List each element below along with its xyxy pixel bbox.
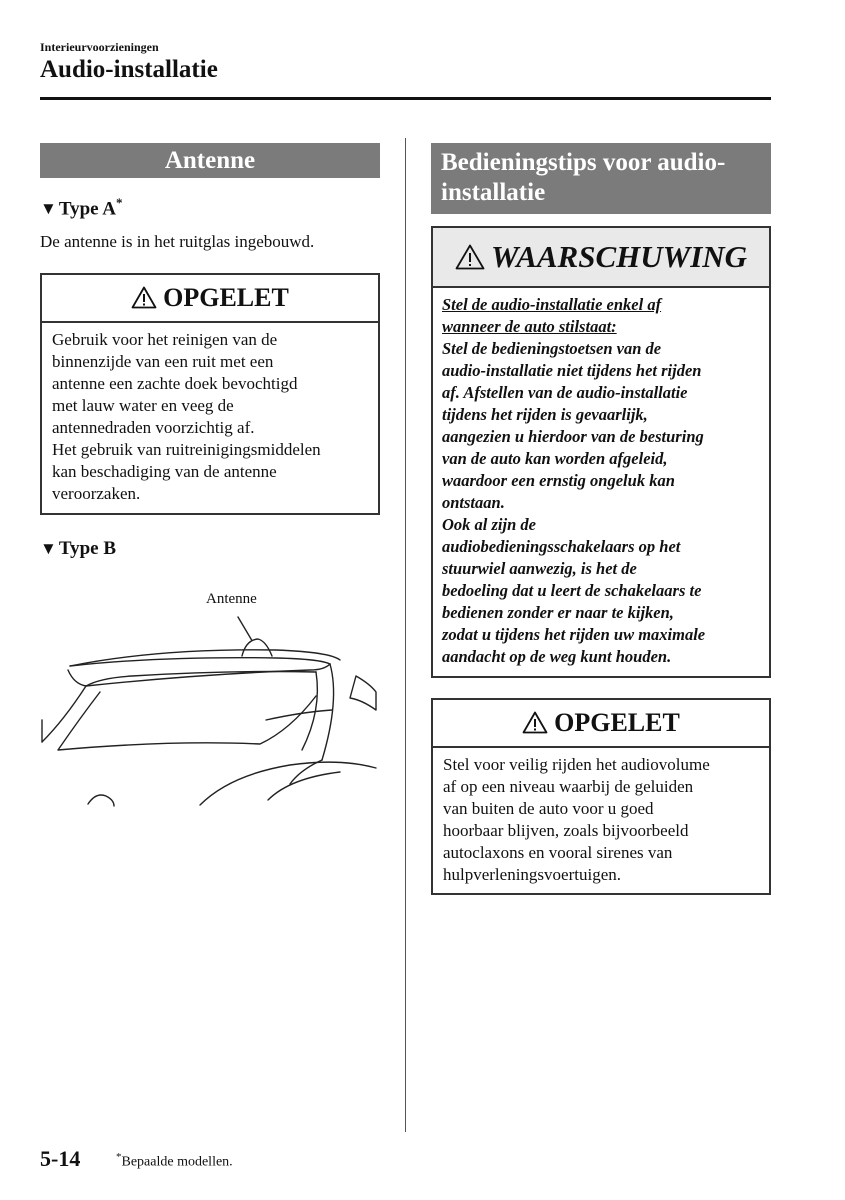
tips-heading: Bedieningstips voor audio-installatie	[431, 143, 771, 214]
warning-underlined-line: wanneer de auto stilstaat:	[442, 317, 617, 336]
caution-line: binnenzijde van een ruit met een	[52, 352, 274, 371]
warning-triangle-icon	[522, 711, 548, 734]
warning-header	[433, 228, 769, 288]
type-a-label: Type A	[58, 198, 117, 220]
page-title: Audio-installatie	[40, 56, 218, 83]
footnote-text: Bepaalde modellen.	[121, 1154, 233, 1170]
caution-line: af op een niveau waarbij de geluiden	[443, 777, 694, 796]
warning-line: audio-installatie niet tijdens het rijden	[442, 361, 702, 380]
car-rear-illustration	[40, 600, 380, 815]
warning-line: stuurwiel aanwezig, is het de	[442, 559, 637, 578]
caution-line: met lauw water en veeg de	[52, 396, 234, 415]
warning-line: aangezien u hierdoor van de besturing	[442, 427, 704, 446]
type-b-heading	[40, 538, 116, 560]
warning-line: bedoeling dat u leert de schakelaars te	[442, 581, 702, 600]
type-a-heading	[40, 195, 123, 220]
caution-line: antennedraden voorzichtig af.	[52, 418, 255, 437]
warning-line: aandacht op de weg kunt houden.	[442, 647, 672, 666]
caution-line: Gebruik voor het reinigen van de	[52, 330, 278, 349]
section-label: Interieurvoorzieningen	[40, 40, 159, 54]
column-divider	[405, 138, 406, 1132]
caution-title: OPGELET	[554, 708, 680, 737]
caution-line: veroorzaken.	[52, 484, 141, 503]
warning-underlined-line: Stel de audio-installatie enkel af	[442, 295, 662, 314]
type-a-text: De antenne is in het ruitglas ingebouwd.	[40, 232, 315, 251]
antenne-heading: Antenne	[40, 143, 380, 178]
caution-line: hoorbaar blijven, zoals bijvoorbeeld	[443, 821, 689, 840]
warning-line: Ook al zijn de	[442, 515, 536, 534]
footnote-marker: *	[116, 1151, 122, 1163]
page-number: 5-14	[40, 1146, 81, 1171]
caution-header	[42, 275, 378, 323]
warning-line: zodat u tijdens het rijden uw maximale	[442, 625, 706, 644]
title-rule	[40, 97, 771, 100]
warning-triangle-icon	[131, 286, 157, 309]
caution-line: hulpverleningsvoertuigen.	[443, 865, 621, 884]
warning-body	[433, 288, 769, 674]
caution-header	[433, 700, 769, 748]
down-triangle-icon: ▼	[40, 199, 57, 219]
figure-callout-label: Antenne	[206, 591, 257, 607]
caution-line: van buiten de auto voor u goed	[443, 799, 654, 818]
type-b-label: Type B	[58, 538, 117, 559]
warning-triangle-icon	[455, 244, 485, 270]
caution-line: kan beschadiging van de antenne	[52, 462, 277, 481]
warning-line: ontstaan.	[442, 493, 505, 512]
caution-line: Het gebruik van ruitreinigingsmiddelen	[52, 440, 321, 459]
down-triangle-icon: ▼	[40, 539, 57, 558]
warning-line: waardoor een ernstig ongeluk kan	[442, 471, 675, 490]
caution-line: antenne een zachte doek bevochtigd	[52, 374, 298, 393]
warning-line: tijdens het rijden is gevaarlijk,	[442, 405, 648, 424]
caution-body	[433, 748, 769, 892]
caution-title: OPGELET	[163, 283, 289, 312]
warning-line: van de auto kan worden afgeleid,	[442, 449, 668, 468]
warning-line: bedienen zonder er naar te kijken,	[442, 603, 674, 622]
caution-box-antenne	[40, 273, 380, 515]
warning-line: audiobedieningsschakelaars op het	[442, 537, 681, 556]
warning-line: Stel de bedieningstoetsen van de	[442, 339, 662, 358]
warning-box	[431, 226, 771, 678]
caution-line: Stel voor veilig rijden het audiovolume	[443, 755, 710, 774]
caution-body	[42, 323, 378, 511]
footnote	[116, 1151, 233, 1171]
warning-line: af. Afstellen van de audio-installatie	[442, 383, 688, 402]
warning-title: WAARSCHUWING	[490, 239, 748, 274]
caution-box-volume	[431, 698, 771, 895]
footnote-marker: *	[116, 195, 123, 210]
caution-line: autoclaxons en vooral sirenes van	[443, 843, 673, 862]
